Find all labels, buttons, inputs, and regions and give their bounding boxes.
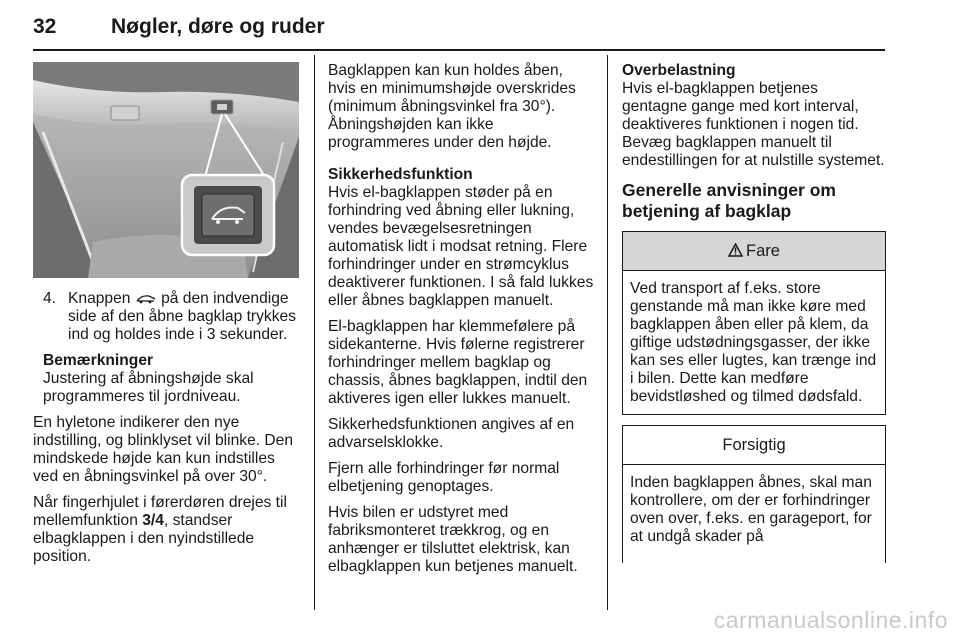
safety-heading: Sikkerhedsfunktion	[328, 166, 473, 183]
watermark: carmanualsonline.info	[713, 607, 948, 633]
paragraph: Sikkerhedsfunktionen angives af en advarselsklokke.	[328, 416, 575, 451]
section-heading: Generelle anvisninger om betjening af bagklap	[622, 180, 836, 221]
notes-text: Justering af åbningshøjde skal programmeres til jordniveau.	[43, 370, 254, 405]
warning-triangle-icon	[728, 243, 743, 257]
step-number: 4.	[43, 290, 57, 307]
step-text-after: på den indvendige side af den åbne bagklap trykkes ind og holdes inde i 3 sekunder.	[68, 290, 296, 343]
paragraph: Fjern alle forhindringer før normal elbetjening genoptages.	[328, 460, 560, 495]
notes-block	[43, 352, 299, 406]
column-2	[328, 62, 594, 584]
paragraph: Hvis bilen er udstyret med fabriksmonteret trækkrog, og en anhænger er tilsluttet elektrisk, kan elbagklappen kun betjenes manuelt.	[328, 504, 578, 575]
paragraph	[33, 494, 299, 566]
notes-heading: Bemærkninger	[43, 352, 154, 369]
paragraph: Bagklappen kan kun holdes åben, hvis en minimumshøjde overskrides (minimum åbningsvinkel fra 30°). Åbningshøjden kan ikke programmeres under den højde.	[328, 62, 576, 151]
overload-heading: Overbelastning	[622, 62, 736, 79]
danger-box	[622, 231, 886, 415]
column-1	[33, 290, 299, 574]
tailgate-icon	[135, 293, 157, 304]
caution-box	[622, 425, 886, 563]
step-text	[68, 290, 299, 344]
danger-title: Fare	[746, 242, 780, 260]
caution-text: Inden bagklappen åbnes, skal man kontrollere, om der er forhindringer oven over, f.eks. en garageport, for at undgå skader på	[630, 474, 872, 545]
text-run: Når fingerhjulet i førerdøren drejes til mellemfunktion	[33, 494, 287, 529]
column-divider-1	[314, 55, 315, 610]
paragraph: El-bagklappen har klemmefølere på sidekanterne. Hvis følerne registrerer forhindringer mellem bagklap og chassis, åbnes bagklappen, indtil den aktiveres igen eller lukkes manuelt.	[328, 318, 588, 407]
danger-text: Ved transport af f.eks. store genstande må man ikke køre med bagklappen åben eller på klem, da giftige udstødningsgasser, der ikke kan ses eller lugtes, kan trænge ind i bilen. Dette kan medføre bevidstløshed og tilmed dødsfald.	[630, 280, 877, 405]
page-number: 32	[33, 15, 57, 38]
header-rule	[33, 49, 885, 51]
paragraph: En hyletone indikerer den nye indstilling, og blinklyset vil blinke. Den mindskede højde kan kun indstilles ved en åbningsvinkel på over 30°.	[33, 414, 294, 485]
page-header	[33, 8, 885, 44]
step-text-before: Knappen	[68, 290, 131, 307]
step-4	[43, 290, 299, 344]
caution-title: Forsigtig	[623, 426, 885, 465]
text-run: , standser elbagklappen i den nyindstillede position.	[33, 512, 255, 565]
paragraph: Hvis el-bagklappen støder på en forhindring ved åbning eller lukning, vendes bevægelsesretningen automatisk lidt i modsat retning. Flere forhindringer under en strømcyklus deaktiverer funktionen. I så fald lukkes eller åbnes bagklappen manuelt.	[328, 184, 594, 309]
position-label: 3/4	[142, 512, 164, 529]
paragraph: Hvis el-bagklappen betjenes gentagne gange med kort interval, deaktiveres funktionen i nogen tid. Bevæg bagklappen manuelt til endestillingen for at nulstille systemet.	[622, 80, 885, 169]
column-3	[622, 62, 886, 563]
column-divider-2	[607, 55, 608, 610]
danger-header	[623, 232, 885, 271]
tailgate-photo	[33, 62, 299, 278]
chapter-title: Nøgler, døre og ruder	[111, 15, 325, 38]
